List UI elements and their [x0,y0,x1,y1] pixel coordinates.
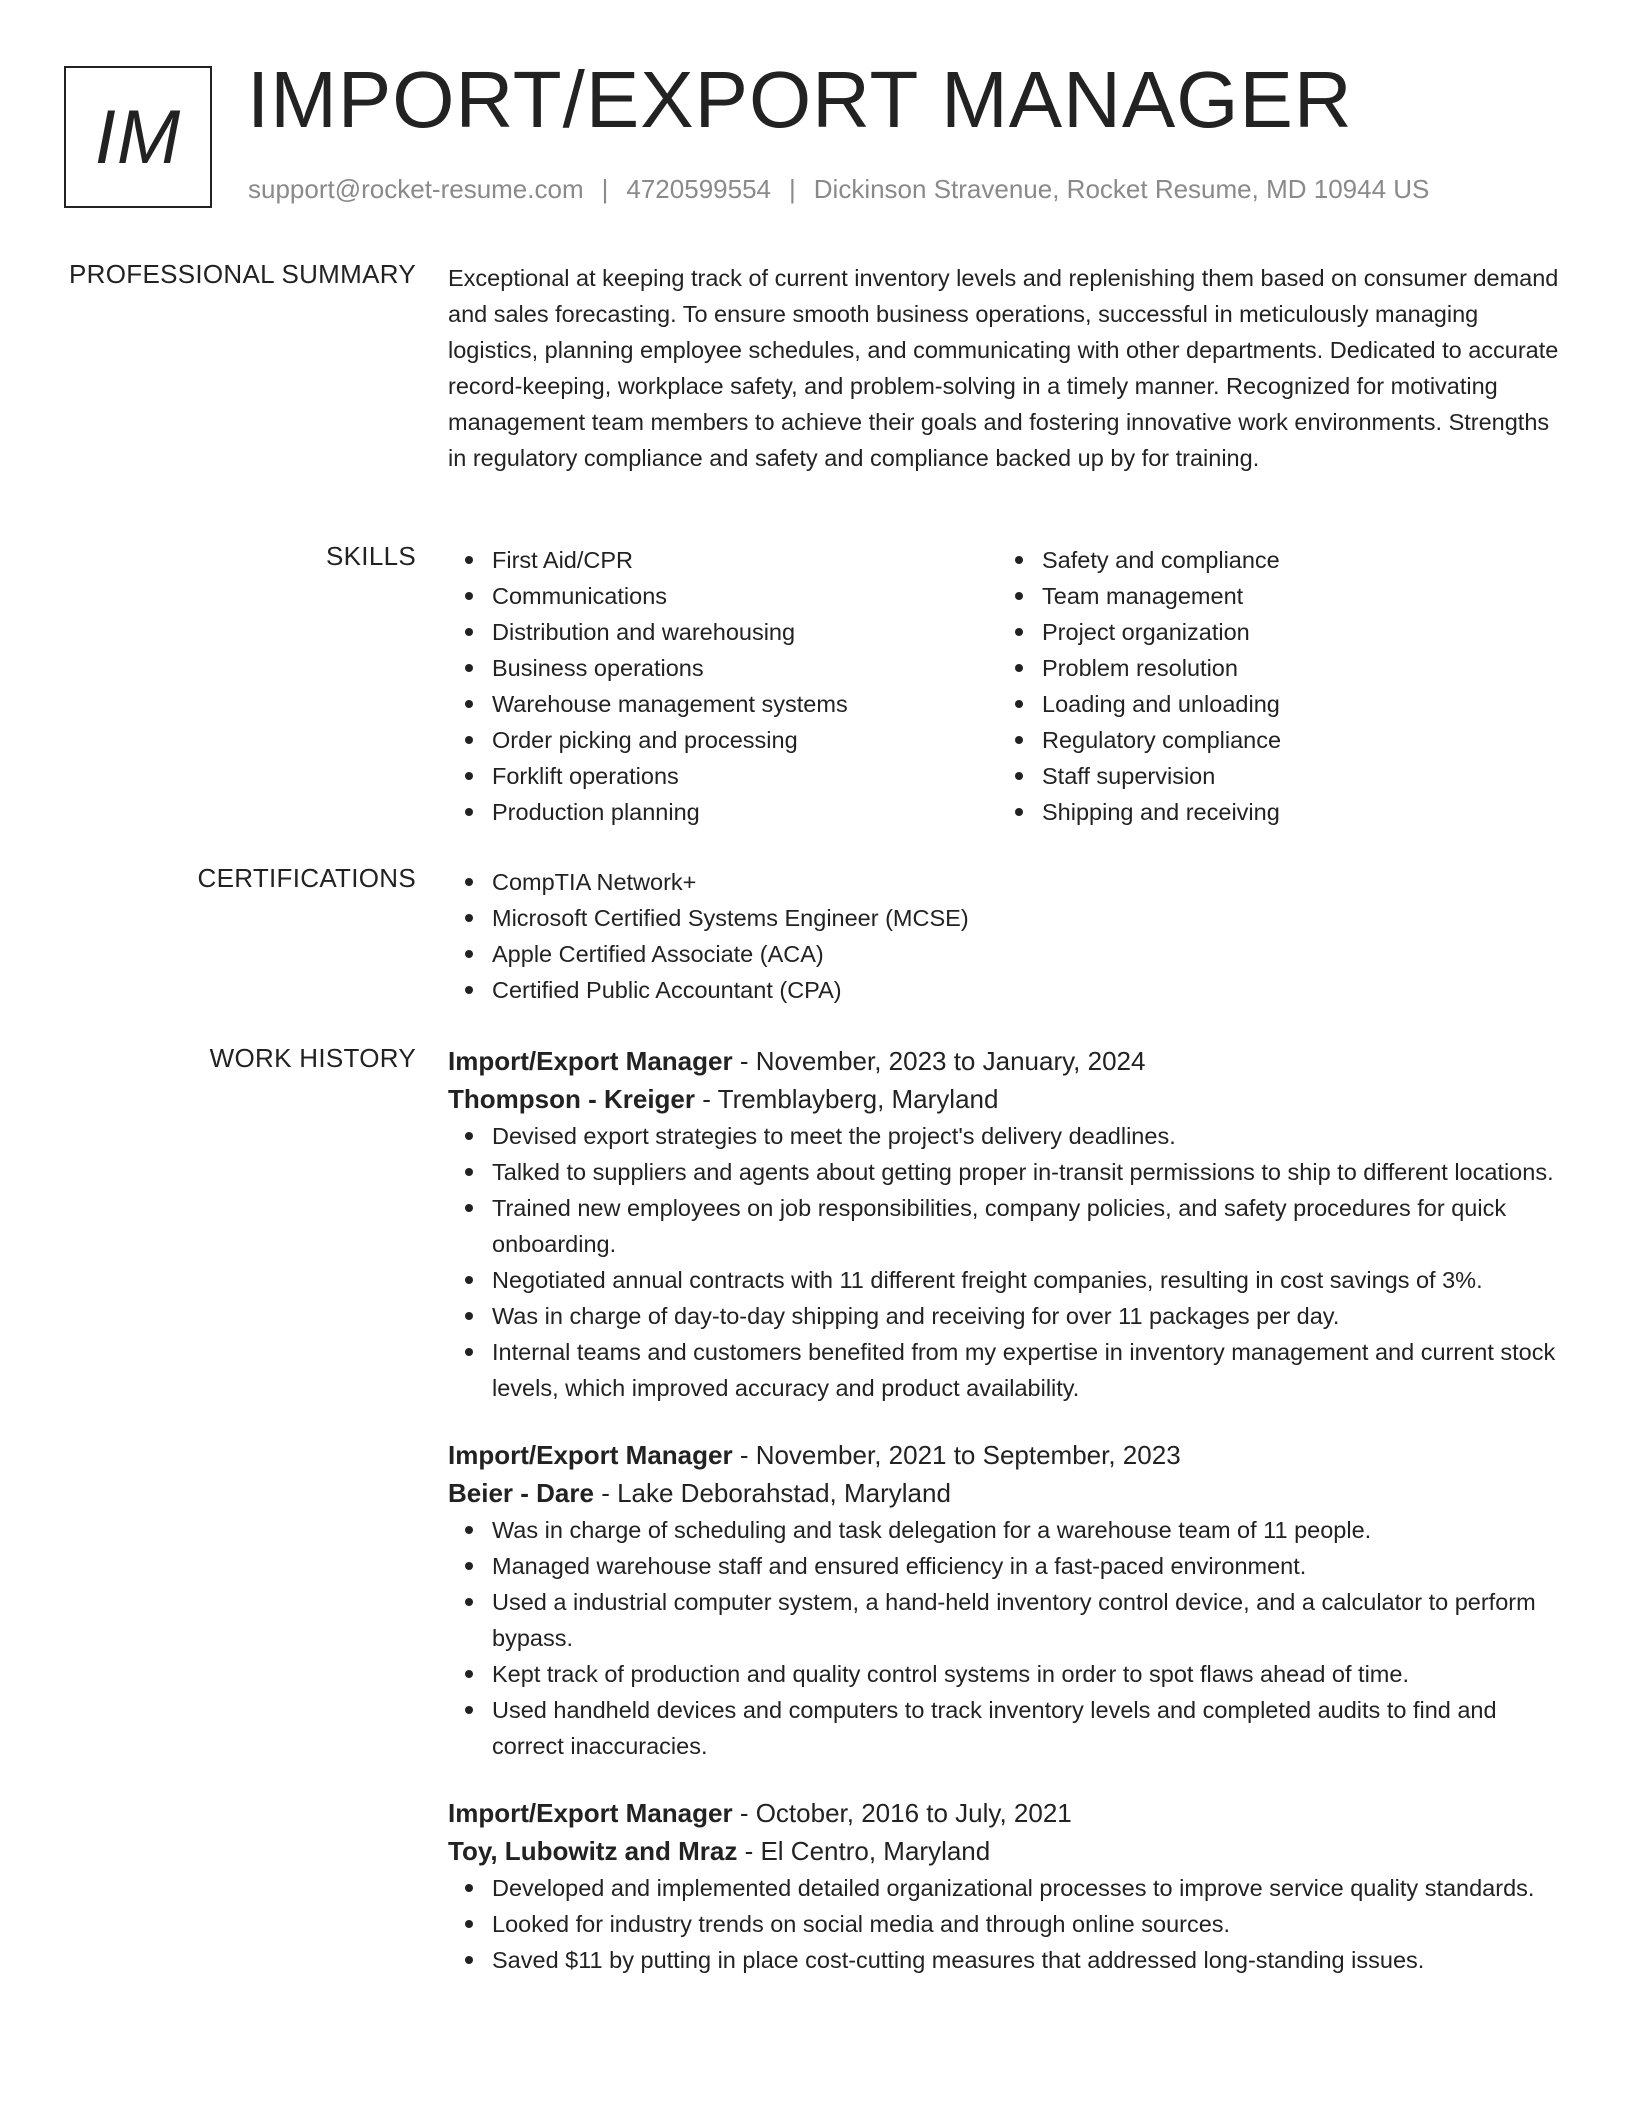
skill-item: Project organization [998,614,1548,650]
job-duty: Talked to suppliers and agents about getting proper in-transit permissions to ship to different locations. [448,1154,1568,1190]
job-duty: Was in charge of scheduling and task delegation for a warehouse team of 11 people. [448,1512,1568,1548]
skills-list-left [448,542,998,830]
contact-address: Dickinson Stravenue, Rocket Resume, MD 10944 US [813,174,1430,204]
skill-item: Staff supervision [998,758,1548,794]
skill-item: Problem resolution [998,650,1548,686]
skill-item: Loading and unloading [998,686,1548,722]
job-dates: - November, 2023 to January, 2024 [732,1046,1146,1076]
certifications-heading: CERTIFICATIONS [197,863,416,893]
skill-item: Warehouse management systems [448,686,998,722]
job-duties [448,1870,1568,1978]
job-duties [448,1118,1568,1406]
job-location: - Lake Deborahstad, Maryland [593,1478,951,1508]
contact-phone[interactable]: 4720599554 [626,174,771,204]
job-title-line [448,1794,1568,1832]
job-duty: Internal teams and customers benefited from my expertise in inventory management and current stock levels, which improved accuracy and product availability. [448,1334,1568,1406]
skill-item: Business operations [448,650,998,686]
skill-item: Distribution and warehousing [448,614,998,650]
job-duty: Saved $11 by putting in place cost-cutting measures that addressed long-standing issues. [448,1942,1568,1978]
skill-item: First Aid/CPR [448,542,998,578]
contact-line [248,174,1429,205]
job-title: Import/Export Manager [448,1798,733,1828]
job-title: Import/Export Manager [448,1046,733,1076]
skill-item: Production planning [448,794,998,830]
monogram-box [64,66,212,208]
job-duty: Used handheld devices and computers to track inventory levels and completed audits to find and correct inaccuracies. [448,1692,1568,1764]
job-company: Toy, Lubowitz and Mraz [448,1836,738,1866]
job-company-line [448,1080,1568,1118]
certification-item: Microsoft Certified Systems Engineer (MCSE) [448,900,1568,936]
job-company-line [448,1474,1568,1512]
job-company: Beier - Dare [448,1478,594,1508]
skill-item: Shipping and receiving [998,794,1548,830]
skill-item: Regulatory compliance [998,722,1548,758]
skills-heading: SKILLS [326,541,416,571]
job-duty: Negotiated annual contracts with 11 different freight companies, resulting in cost savings of 3%. [448,1262,1568,1298]
job-duties [448,1512,1568,1764]
work-history-heading: WORK HISTORY [209,1043,416,1073]
job-company: Thompson - Kreiger [448,1084,696,1114]
job-dates: - November, 2021 to September, 2023 [732,1440,1181,1470]
certification-item: Certified Public Accountant (CPA) [448,972,1568,1008]
job-duty: Was in charge of day-to-day shipping and receiving for over 11 packages per day. [448,1298,1568,1334]
resume-title: IMPORT/EXPORT MANAGER [247,55,1353,144]
skill-item: Team management [998,578,1548,614]
job-duty: Devised export strategies to meet the project's delivery deadlines. [448,1118,1568,1154]
skill-item: Order picking and processing [448,722,998,758]
job-entry [448,1794,1568,1978]
skill-item: Communications [448,578,998,614]
summary-text: Exceptional at keeping track of current inventory levels and replenishing them based on consumer demand and sales forecasting. To ensure smooth business operations, successful in meticulously managing logistics, planning employee schedules, and communicating with other departments. Dedicated to accurate record-keeping, workplace safety, and problem-solving in a timely manner. Recognized for motivating management team members to achieve their goals and fostering innovative work environments. Strengths in regulatory compliance and safety and compliance backed up by for training. [448,265,1559,471]
skills-list-right [998,542,1548,830]
job-duty: Used a industrial computer system, a hand-held inventory control device, and a calculator to perform bypass. [448,1584,1568,1656]
certifications-list [448,864,1568,1008]
job-entry [448,1436,1568,1764]
contact-separator: | [789,174,796,204]
skill-item: Forklift operations [448,758,998,794]
contact-email[interactable]: support@rocket-resume.com [248,174,584,204]
job-entry [448,1042,1568,1406]
job-duty: Kept track of production and quality control systems in order to spot flaws ahead of time. [448,1656,1568,1692]
summary-heading: PROFESSIONAL SUMMARY [69,259,416,289]
job-title-line [448,1042,1568,1080]
skill-item: Safety and compliance [998,542,1548,578]
job-location: - Tremblayberg, Maryland [695,1084,999,1114]
job-duty: Trained new employees on job responsibilities, company policies, and safety procedures for quick onboarding. [448,1190,1568,1262]
certification-item: Apple Certified Associate (ACA) [448,936,1568,972]
job-dates: - October, 2016 to July, 2021 [732,1798,1072,1828]
job-duty: Managed warehouse staff and ensured efficiency in a fast-paced environment. [448,1548,1568,1584]
job-title-line [448,1436,1568,1474]
contact-separator: | [601,174,609,204]
job-duty: Developed and implemented detailed organizational processes to improve service quality standards. [448,1870,1568,1906]
job-duty: Looked for industry trends on social media and through online sources. [448,1906,1568,1942]
monogram-initials: IM [94,94,182,180]
job-title: Import/Export Manager [448,1440,733,1470]
certification-item: CompTIA Network+ [448,864,1568,900]
job-company-line [448,1832,1568,1870]
job-location: - El Centro, Maryland [737,1836,991,1866]
